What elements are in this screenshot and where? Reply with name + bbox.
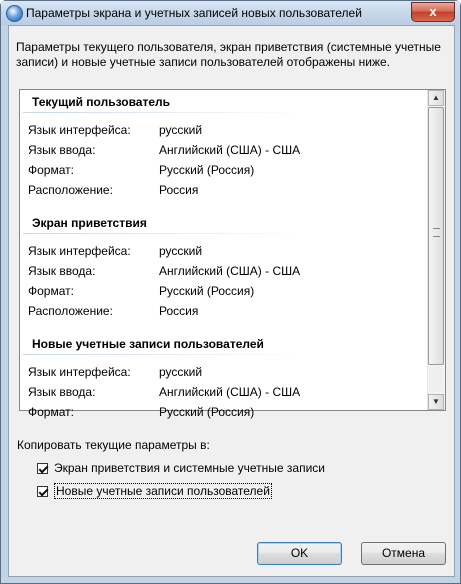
dialog-body [8, 25, 455, 577]
section-title-welcome-screen: Экран приветствия [32, 216, 147, 230]
prop-value: Английский (США) - США [159, 143, 301, 157]
scrollbar-track[interactable] [429, 366, 443, 392]
settings-list[interactable] [19, 89, 446, 419]
ok-button[interactable]: OK [257, 542, 342, 565]
prop-label: Формат: [28, 163, 74, 177]
prop-value: Русский (Россия) [159, 284, 255, 298]
prop-value: русский [159, 123, 203, 137]
prop-label: Формат: [28, 284, 74, 298]
prop-label: Язык интерфейса: [28, 365, 131, 379]
prop-value: Русский (Россия) [159, 163, 255, 177]
cancel-button[interactable]: Отмена [361, 542, 446, 565]
checkbox-label[interactable]: Новые учетные записи пользователей [56, 484, 270, 498]
prop-label: Расположение: [28, 304, 113, 318]
prop-value: Английский (США) - США [159, 385, 301, 399]
copy-to-welcome-screen-checkbox[interactable] [37, 460, 325, 476]
section-title-new-accounts: Новые учетные записи пользователей [32, 337, 264, 351]
settings-list-content [20, 90, 428, 419]
section-divider [23, 112, 308, 113]
vertical-scrollbar[interactable] [427, 90, 445, 410]
description-text: Параметры текущего пользователя, экран приветствия (системные учетные записи) и новые учетные записи пользователей отображены ниже. [16, 40, 441, 69]
prop-value: Россия [159, 304, 199, 318]
close-button[interactable]: x [411, 2, 455, 22]
prop-label: Формат: [28, 405, 74, 419]
scroll-down-arrow-icon[interactable]: ▼ [428, 394, 444, 410]
prop-value: Россия [159, 183, 199, 197]
checkmark-icon[interactable] [37, 486, 48, 497]
grip-icon [433, 228, 440, 237]
copy-settings-label: Копировать текущие параметры в: [17, 438, 210, 452]
section-title-current-user: Текущий пользователь [32, 95, 171, 109]
checkbox-label[interactable]: Экран приветствия и системные учетные записи [54, 461, 325, 475]
window-title: Параметры экрана и учетных записей новых пользователей [26, 6, 362, 20]
prop-label: Язык ввода: [28, 143, 96, 157]
prop-value: Русский (Россия) [159, 405, 255, 419]
prop-value: русский [159, 244, 203, 258]
prop-label: Язык ввода: [28, 264, 96, 278]
scroll-up-arrow-icon[interactable]: ▲ [428, 90, 444, 106]
prop-label: Расположение: [28, 183, 113, 197]
title-bar [1, 1, 460, 25]
prop-value: Английский (США) - США [159, 264, 301, 278]
scrollbar-thumb[interactable] [428, 107, 444, 365]
checkmark-icon[interactable] [37, 463, 48, 474]
prop-label: Язык ввода: [28, 385, 96, 399]
prop-value: русский [159, 365, 203, 379]
section-divider [23, 354, 308, 355]
prop-label: Язык интерфейса: [28, 244, 131, 258]
copy-to-new-accounts-checkbox[interactable] [37, 483, 272, 499]
section-divider [23, 233, 308, 234]
prop-label: Язык интерфейса: [28, 123, 131, 137]
globe-icon [6, 5, 23, 22]
